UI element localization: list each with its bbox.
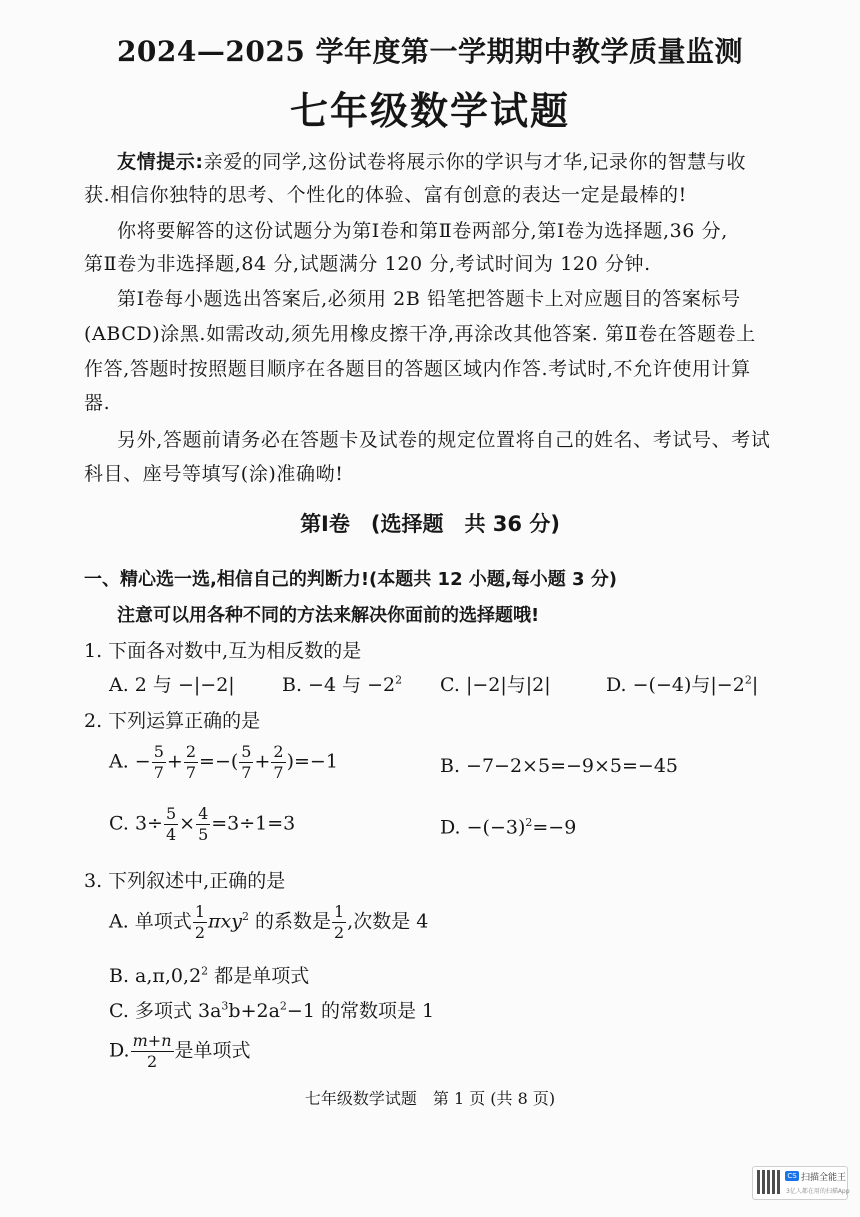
page-footer: 七年级数学试题 第 1 页 (共 8 页) xyxy=(304,1089,556,1108)
qr-code-icon xyxy=(757,1170,781,1194)
para3-line-1: 第Ⅰ卷每小题选出答案后,必须用 2B 铅笔把答题卡上对应题目的答案标号 xyxy=(117,288,741,310)
para3-line-2: (ABCD)涂黑.如需改动,须先用橡皮擦干净,再涂改其他答案. 第Ⅱ卷在答题卷上 xyxy=(84,323,756,345)
section-heading: 第Ⅰ卷 (选择题 共 36 分) xyxy=(300,512,560,536)
q1-option-d: D. −(−4)与$|-2^2|$ xyxy=(606,673,759,696)
q2-option-d: D. $-(-3)^2=-9$ xyxy=(440,816,577,839)
watermark-subtitle: 3亿人都在用的扫描App xyxy=(786,1188,850,1195)
camscanner-logo-icon: CS xyxy=(785,1171,799,1181)
para4-line-2: 科目、座号等填写(涂)准确呦! xyxy=(84,463,344,485)
q3-option-c: C. 多项式 $3a^3b+2a^2-1$ 的常数项是 1 xyxy=(109,999,435,1022)
part-note: 注意可以用各种不同的方法来解决你面前的选择题哦! xyxy=(117,605,540,626)
q2-stem: 2. 下列运算正确的是 xyxy=(84,710,261,732)
q1-option-a: A. 2 与 −|−2| xyxy=(109,674,235,696)
q3-option-b: B. a,π,0,2$^2$ 都是单项式 xyxy=(109,964,310,987)
scanner-watermark xyxy=(752,1166,848,1200)
q2-option-c: C. 3÷ $\frac{5}{4}$ × $\frac{4}{5}$ =3÷1=3 xyxy=(109,804,296,844)
tips-line-2: 获.相信你独特的思考、个性化的体验、富有创意的表达一定是最棒的! xyxy=(84,184,687,206)
tips-line-1 xyxy=(117,147,857,174)
tips-text: 亲爱的同学,这份试卷将展示你的学识与才华,记录你的智慧与收 xyxy=(203,151,747,173)
q3-option-a: A. 单项式 $\frac{1}{2}$ πxy$^2$ 的系数是 $\frac{1}{2}$ ,次数是 4 xyxy=(109,902,429,942)
tips-label: 友情提示: xyxy=(117,151,204,173)
q2-option-a: A. − $\frac{5}{7}$ + $\frac{2}{7}$ =−( $\frac{5}{7}$ + $\frac{2}{7}$ )=−1 xyxy=(109,742,338,782)
para2-line-1: 你将要解答的这份试题分为第Ⅰ卷和第Ⅱ卷两部分,第Ⅰ卷为选择题,36 分, xyxy=(117,220,728,242)
watermark-title: 扫描全能王 xyxy=(801,1173,847,1183)
q2-option-b: B. −7−2×5=−9×5=−45 xyxy=(440,755,679,777)
q1-stem: 1. 下面各对数中,互为相反数的是 xyxy=(84,640,362,662)
q3-option-d: D. $\frac{m+n}{2}$ 是单项式 xyxy=(109,1031,251,1071)
para2-line-2: 第Ⅱ卷为非选择题,84 分,试题满分 120 分,考试时间为 120 分钟. xyxy=(84,253,651,275)
para3-line-3: 作答,答题时按照题目顺序在各题目的答题区域内作答.考试时,不允许使用计算 xyxy=(84,358,751,380)
para3-line-4: 器. xyxy=(84,392,111,414)
exam-header-title: 2024—2025 学年度第一学期期中教学质量监测 xyxy=(116,35,744,68)
para4-line-1: 另外,答题前请务必在答题卡及试卷的规定位置将自己的姓名、考试号、考试 xyxy=(117,429,771,451)
q1-option-c: C. |−2|与|2| xyxy=(440,674,551,696)
part-title: 一、精心选一选,相信自己的判断力!(本题共 12 小题,每小题 3 分) xyxy=(84,569,617,590)
exam-subject-title: 七年级数学试题 xyxy=(289,89,570,133)
q3-stem: 3. 下列叙述中,正确的是 xyxy=(84,870,286,892)
q1-option-b: B. −4 与 $-2^2$ xyxy=(282,673,403,696)
